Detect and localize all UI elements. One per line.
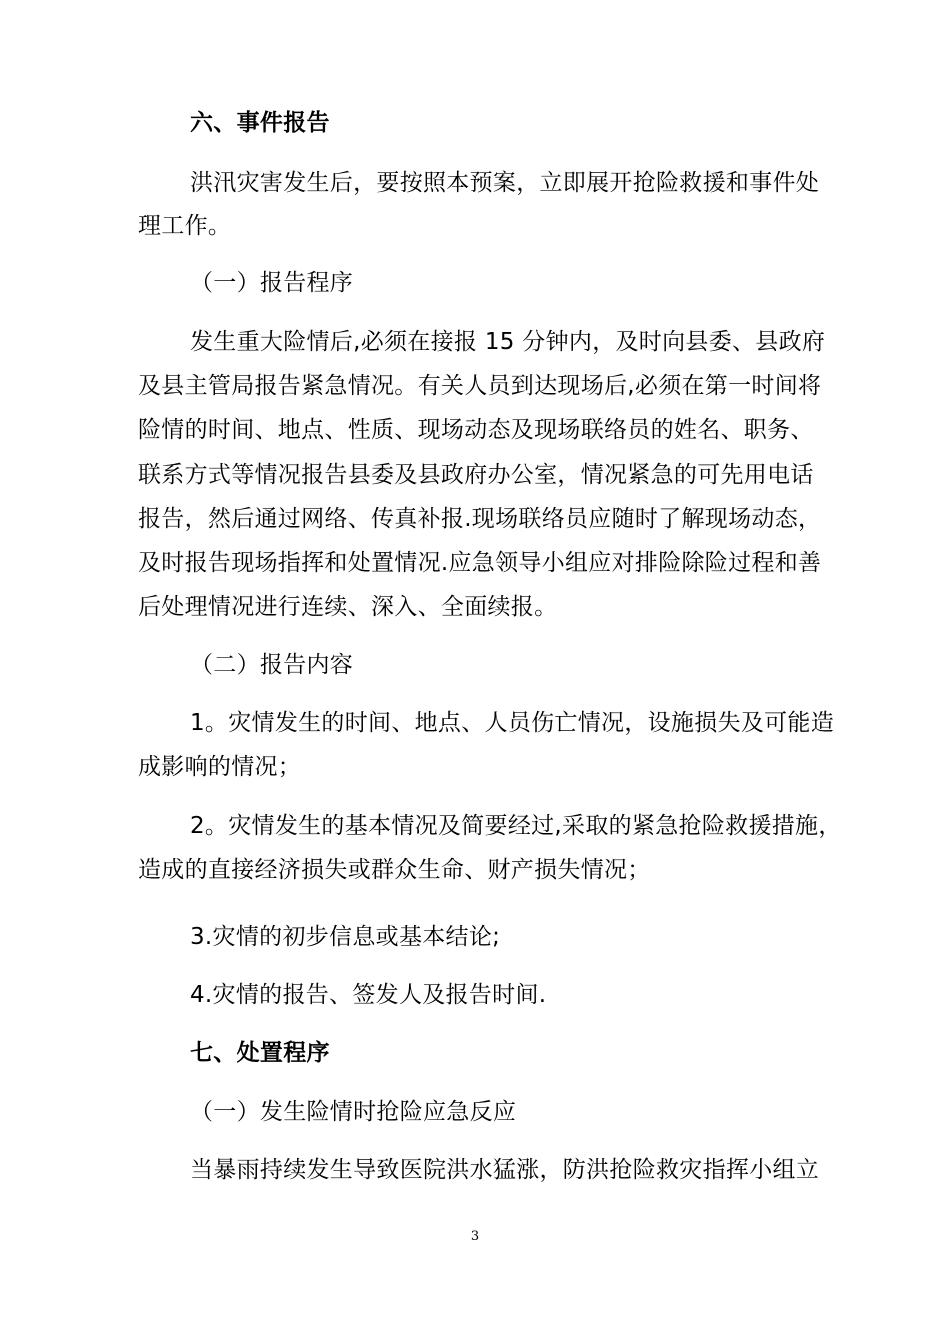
paragraph-line: 理工作。 — [138, 213, 232, 239]
section-heading-handling-procedure: 七、处置程序 — [190, 1040, 330, 1066]
list-item-line: 4.灾情的报告、签发人及报告时间. — [190, 982, 547, 1008]
list-item-line: 造成的直接经济损失或群众生命、财产损失情况； — [138, 857, 651, 883]
subsection-heading-report-content: （二）报告内容 — [190, 652, 354, 678]
paragraph-line: 当暴雨持续发生导致医院洪水猛涨，防洪抢险救灾指挥小组立 — [190, 1157, 820, 1183]
list-item-line: 3.灾情的初步信息或基本结论; — [190, 924, 501, 950]
subsection-heading-report-procedure: （一）报告程序 — [190, 270, 354, 296]
paragraph-line: 后处理情况进行连续、深入、全面续报。 — [138, 594, 558, 620]
page-number: 3 — [470, 1229, 480, 1244]
list-item-line: 2。灾情发生的基本情况及简要经过,采取的紧急抢险救援措施， — [190, 813, 842, 839]
list-item-line: 成影响的情况； — [138, 754, 302, 780]
paragraph-line: 险情的时间、地点、性质、现场动态及现场联络员的姓名、职务、 — [138, 417, 814, 443]
paragraph-line: 及时报告现场指挥和处置情况.应急领导小组应对排险除险过程和善 — [138, 550, 822, 576]
paragraph-line: 发生重大险情后,必须在接报 15 分钟内，及时向县委、县政府 — [190, 329, 826, 355]
paragraph-line: 报告，然后通过网络、传真补报.现场联络员应随时了解现场动态， — [138, 506, 822, 532]
paragraph-line: 洪汛灾害发生后，要按照本预案，立即展开抢险救援和事件处 — [190, 170, 820, 196]
paragraph-line: 及县主管局报告紧急情况。有关人员到达现场后,必须在第一时间将 — [138, 373, 822, 399]
section-heading-event-report: 六、事件报告 — [190, 110, 330, 136]
paragraph-line: 联系方式等情况报告县委及县政府办公室，情况紧急的可先用电话 — [138, 462, 814, 488]
list-item-line: 1。灾情发生的时间、地点、人员伤亡情况，设施损失及可能造 — [190, 710, 835, 736]
subsection-heading-emergency-response: （一）发生险情时抢险应急反应 — [190, 1099, 517, 1125]
